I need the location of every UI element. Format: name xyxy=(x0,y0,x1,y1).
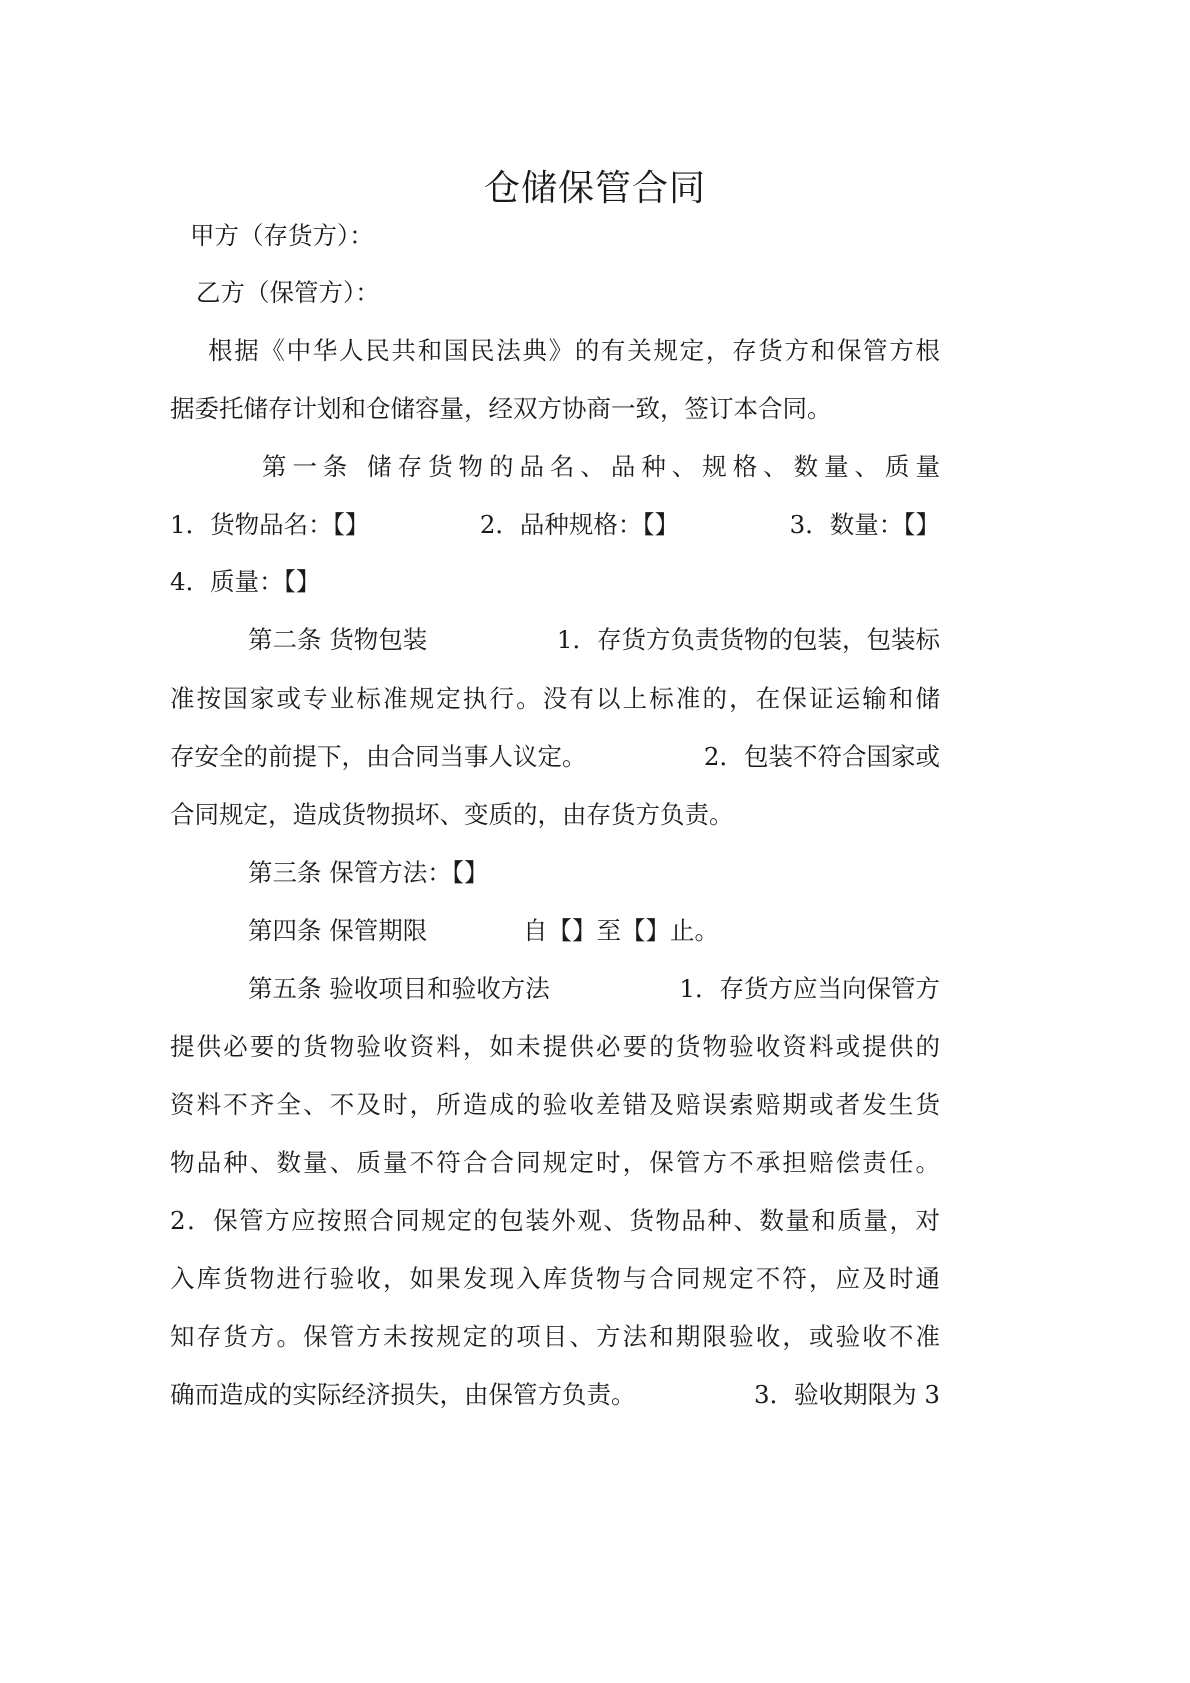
article-5-para-3-start: 3．验收期限为 3 xyxy=(754,1380,940,1409)
article-5-line-3: 资料不齐全、不及时，所造成的验收差错及赔误索赔期或者发生货 xyxy=(170,1090,940,1119)
article-5-line-7: 知存货方。保管方未按规定的项目、方法和期限验收，或验收不准 xyxy=(170,1322,940,1351)
article-5-line-6: 入库货物进行验收，如果发现入库货物与合同规定不符，应及时通 xyxy=(170,1264,940,1293)
preamble-line-2: 据委托储存计划和仓储容量，经双方协商一致，签订本合同。 xyxy=(170,394,832,423)
document-title: 仓储保管合同 xyxy=(483,168,706,209)
article-5-para-1-start: 1．存货方应当向保管方 xyxy=(679,974,940,1003)
article-1-item-4: 4．质量：【】 xyxy=(170,567,321,596)
article-1-item-3: 3．数量：【】 xyxy=(789,510,940,539)
article-2-line-4: 合同规定，造成货物损坏、变质的，由存货方负责。 xyxy=(170,800,734,829)
article-1-item-1: 1．货物品名：【】 xyxy=(170,510,370,539)
article-2-line-1 xyxy=(248,620,940,660)
article-2-line-3 xyxy=(170,737,940,777)
article-4-text: 自【】至【】止。 xyxy=(523,916,719,945)
preamble-line-1: 根据《中华人民共和国民法典》的有关规定，存货方和保管方根 xyxy=(208,336,940,365)
article-1-item-2: 2．品种规格：【】 xyxy=(479,510,680,539)
article-5-line-4: 物品种、数量、质量不符合合同规定时，保管方不承担赔偿责任。 xyxy=(170,1148,940,1177)
article-5-line-2: 提供必要的货物验收资料，如未提供必要的货物验收资料或提供的 xyxy=(170,1032,940,1061)
party-b-line: 乙方（保管方）： xyxy=(196,278,380,307)
article-1-items-row xyxy=(170,505,940,545)
article-4-heading: 第四条 保管期限 xyxy=(248,916,428,945)
article-4-line xyxy=(248,911,1078,951)
article-3-line: 第三条 保管方法：【】 xyxy=(248,858,489,887)
article-2-line-2: 准按国家或专业标准规定执行。没有以上标准的，在保证运输和储 xyxy=(170,684,940,713)
article-5-heading: 第五条 验收项目和验收方法 xyxy=(248,974,550,1003)
article-5-line-1 xyxy=(248,969,940,1009)
article-2-para-2-start: 2．包装不符合国家或 xyxy=(703,742,940,771)
article-5-line-5: 2．保管方应按照合同规定的包装外观、货物品种、数量和质量，对 xyxy=(170,1206,940,1235)
article-5-line-8 xyxy=(170,1375,940,1415)
article-1-heading: 第一条 储存货物的品名、品种、规格、数量、质量 xyxy=(262,452,940,481)
article-5-para-2-end: 确而造成的实际经济损失，由保管方负责。 xyxy=(170,1380,636,1409)
party-a-line: 甲方（存货方）： xyxy=(190,221,374,250)
article-2-para-1-end: 存安全的前提下，由合同当事人议定。 xyxy=(170,742,587,771)
article-2-heading: 第二条 货物包装 xyxy=(248,625,428,654)
article-2-para-1-start: 1．存货方负责货物的包装，包装标 xyxy=(556,625,940,654)
